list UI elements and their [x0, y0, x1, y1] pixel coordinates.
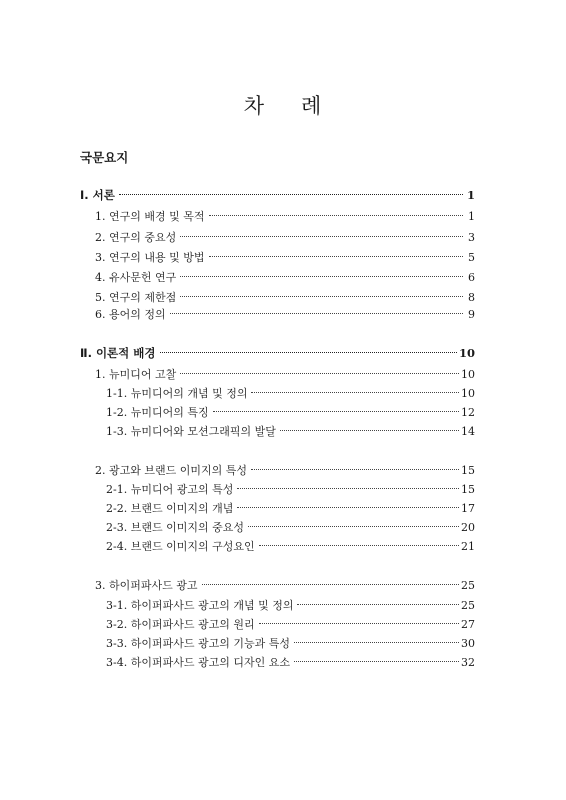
- toc-entry[interactable]: [106, 651, 475, 670]
- toc-page-number: 3: [468, 231, 475, 244]
- dot-leader: [251, 455, 459, 470]
- toc-entry-label: 3. 연구의 내용 및 방법: [95, 251, 205, 264]
- dot-leader: [209, 242, 464, 257]
- toc-page-number: 1: [466, 188, 475, 202]
- toc-page-number: 27: [461, 618, 475, 631]
- toc-chapter-entry[interactable]: [80, 184, 475, 202]
- dot-leader: [213, 397, 459, 412]
- dot-leader: [119, 180, 463, 195]
- toc-entry-label: 3-4. 하이퍼파사드 광고의 디자인 요소: [106, 656, 290, 669]
- dot-leader: [180, 359, 459, 374]
- toc-entry-label: Ⅱ. 이론적 배경: [80, 346, 156, 360]
- dot-leader: [202, 570, 460, 585]
- toc-chapter-entry[interactable]: [80, 342, 475, 360]
- toc-entry-label: 2. 연구의 중요성: [95, 231, 177, 244]
- toc-entry[interactable]: [95, 303, 475, 322]
- toc-page-number: 1: [468, 210, 475, 223]
- dot-leader: [294, 628, 459, 643]
- toc-page-number: 20: [461, 521, 475, 534]
- toc-page-number: 15: [461, 464, 475, 477]
- toc-page-number: 9: [468, 308, 475, 321]
- toc-page-number: 8: [468, 291, 475, 304]
- toc-page-number: 14: [461, 425, 475, 438]
- toc-page-number: 30: [461, 637, 475, 650]
- dot-leader: [237, 474, 459, 489]
- toc-entry-label: 5. 연구의 제한점: [95, 291, 177, 304]
- toc-entry-label: 1-1. 뉴미디어의 개념 및 정의: [106, 387, 248, 400]
- toc-page-number: 17: [461, 502, 475, 515]
- toc-entry-label: 3. 하이퍼파사드 광고: [95, 579, 198, 592]
- toc-page-number: 10: [461, 368, 475, 381]
- dot-leader: [251, 378, 459, 393]
- toc-entry[interactable]: [106, 535, 475, 554]
- toc-entry-label: 3-2. 하이퍼파사드 광고의 원리: [106, 618, 255, 631]
- toc-entry-label: 2-4. 브랜드 이미지의 구성요인: [106, 540, 255, 553]
- toc-page-number: 10: [461, 387, 475, 400]
- dot-leader: [180, 262, 463, 277]
- toc-page-number: 21: [461, 540, 475, 553]
- dot-leader: [209, 201, 464, 216]
- page-title-char-1: 차: [243, 94, 265, 118]
- dot-leader: [248, 512, 459, 527]
- toc-entry-label: Ⅰ. 서론: [80, 188, 115, 202]
- toc-entry[interactable]: [106, 420, 475, 439]
- page-title-char-2: 례: [301, 94, 323, 118]
- toc-entry-label: 2-1. 뉴미디어 광고의 특성: [106, 483, 234, 496]
- dot-leader: [259, 531, 459, 546]
- page-title: [0, 90, 566, 120]
- dot-leader: [259, 609, 459, 624]
- toc-page-number: 12: [461, 406, 475, 419]
- toc-entry-label: 1. 연구의 배경 및 목적: [95, 210, 205, 223]
- dot-leader: [180, 222, 463, 237]
- toc-page-number: 25: [461, 579, 475, 592]
- toc-entry-label: 3-1. 하이퍼파사드 광고의 개념 및 정의: [106, 599, 294, 612]
- dot-leader: [280, 416, 459, 431]
- dot-leader: [160, 338, 457, 353]
- toc-page-number: 10: [458, 346, 475, 360]
- toc-entry-label: 1-2. 뉴미디어의 특징: [106, 406, 209, 419]
- dot-leader: [170, 299, 463, 314]
- dot-leader: [180, 282, 463, 297]
- toc-entry-label: 2. 광고와 브랜드 이미지의 특성: [95, 464, 247, 477]
- toc-entry-label: 2-3. 브랜드 이미지의 중요성: [106, 521, 244, 534]
- toc-page-number: 6: [468, 271, 475, 284]
- toc-page-number: 25: [461, 599, 475, 612]
- toc-entry-label: 6. 용어의 정의: [95, 308, 166, 321]
- toc-entry-label: 2-2. 브랜드 이미지의 개념: [106, 502, 234, 515]
- toc-page-number: 5: [468, 251, 475, 264]
- dot-leader: [237, 493, 459, 508]
- dot-leader: [294, 647, 459, 662]
- toc-entry-label: 1. 뉴미디어 고찰: [95, 368, 177, 381]
- toc-page-number: 15: [461, 483, 475, 496]
- toc-entry-label: 4. 유사문헌 연구: [95, 271, 177, 284]
- toc-page-number: 32: [461, 656, 475, 669]
- toc-entry-label: 3-3. 하이퍼파사드 광고의 기능과 특성: [106, 637, 290, 650]
- toc-entry-label: 1-3. 뉴미디어와 모션그래픽의 발달: [106, 425, 276, 438]
- toc-entry-abstract[interactable]: 국문요지: [80, 150, 129, 165]
- dot-leader: [297, 590, 459, 605]
